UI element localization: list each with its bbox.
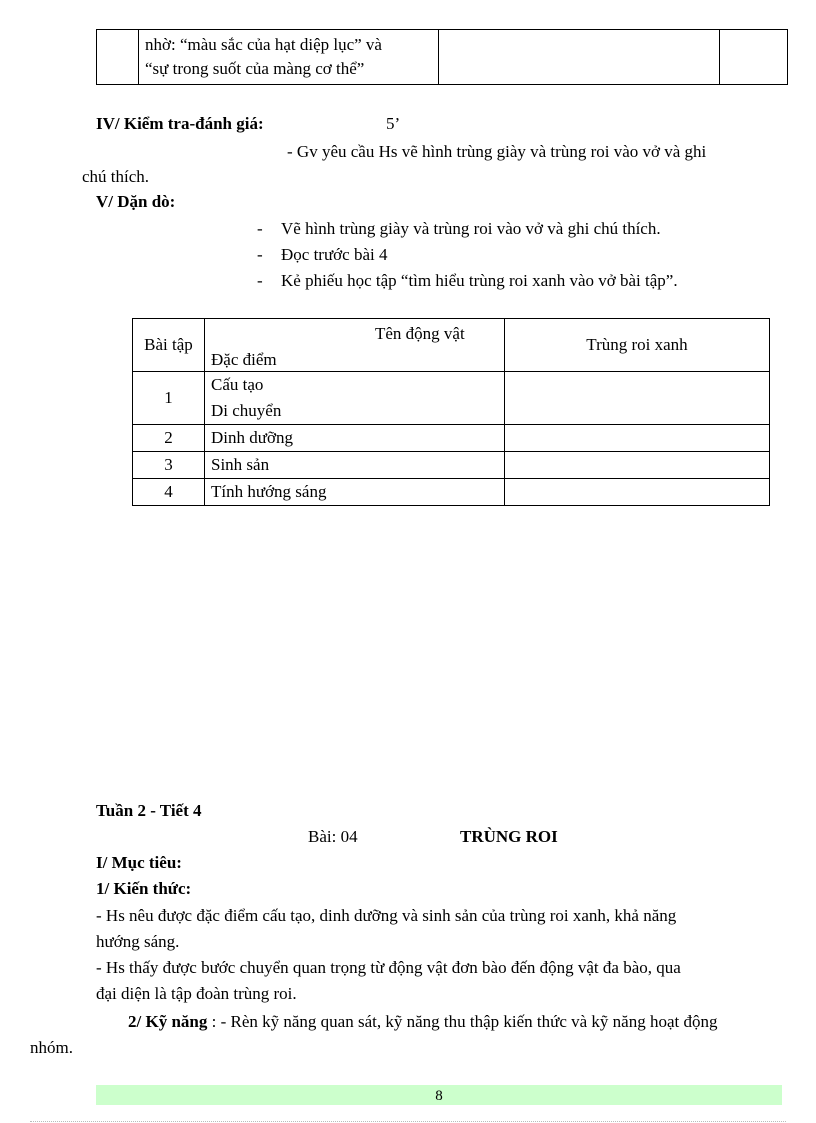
row-answer-cell	[505, 452, 770, 479]
header-cell-euglena: Trùng roi xanh	[505, 319, 770, 372]
row-answer-cell	[505, 479, 770, 506]
table-cell	[720, 30, 788, 85]
row-answer-cell	[505, 425, 770, 452]
row-number: 2	[133, 425, 205, 452]
table-row	[133, 479, 770, 506]
row-number: 1	[133, 372, 205, 425]
section-5-heading: V/ Dặn dò:	[96, 192, 176, 211]
header-cell-diagonal	[205, 319, 505, 372]
row-feature: Tính hướng sáng	[205, 479, 505, 506]
section-4-time: 5’	[386, 114, 401, 133]
skills-line1: 2/ Kỹ năng : - Rèn kỹ năng quan sát, kỹ năng thu thập kiến thức và kỹ năng hoạt động	[128, 1012, 718, 1031]
section-4-line2: chú thích.	[82, 167, 150, 186]
row-number: 4	[133, 479, 205, 506]
knowledge-heading: 1/ Kiến thức:	[96, 879, 192, 898]
page-number: 8	[435, 1088, 443, 1104]
row-feature: Dinh dưỡng	[205, 425, 505, 452]
section-4-heading: IV/ Kiểm tra-đánh giá:	[96, 114, 264, 133]
lesson-week: Tuần 2 - Tiết 4	[96, 801, 202, 820]
lesson-number: Bài: 04	[308, 827, 358, 846]
worksheet-table	[132, 318, 770, 506]
section-4-line1: - Gv yêu cầu Hs vẽ hình trùng giày và trùng roi vào vở và ghi	[287, 142, 707, 161]
knowledge-item-2-line2: đại diện là tập đoàn trùng roi.	[96, 984, 297, 1003]
lesson-title: TRÙNG ROI	[460, 827, 558, 846]
knowledge-item-1-line2: hướng sáng.	[96, 932, 180, 951]
divider	[30, 1121, 786, 1122]
cell-text-line: nhờ: “màu sắc của hạt diệp lục” và	[145, 35, 382, 54]
diag-bottom-label: Đặc điểm	[211, 350, 277, 369]
table-cell	[97, 30, 139, 85]
table-row	[133, 452, 770, 479]
objectives-heading: I/ Mục tiêu:	[96, 853, 182, 872]
previous-table-fragment	[96, 29, 788, 85]
header-cell-exercise: Bài tập	[133, 319, 205, 372]
diag-top-label: Tên động vật	[375, 324, 465, 343]
table-cell	[139, 30, 439, 85]
table-cell	[439, 30, 720, 85]
cell-text-line: “sự trong suốt của màng cơ thể”	[145, 59, 365, 78]
page-footer	[96, 1085, 782, 1105]
row-answer-cell	[505, 372, 770, 425]
skills-line2: nhóm.	[30, 1038, 73, 1057]
row-feature: Sinh sản	[205, 452, 505, 479]
row-number: 3	[133, 452, 205, 479]
table-row	[133, 372, 770, 425]
table-row	[133, 425, 770, 452]
row-feature: Cấu tạo Di chuyển	[205, 372, 505, 425]
knowledge-item-2-line1: - Hs thấy được bước chuyển quan trọng từ động vật đơn bào đến động vật đa bào, qua	[96, 958, 681, 977]
knowledge-item-1-line1: - Hs nêu được đặc điểm cấu tạo, dinh dưỡng và sinh sản của trùng roi xanh, khả năng	[96, 906, 677, 925]
